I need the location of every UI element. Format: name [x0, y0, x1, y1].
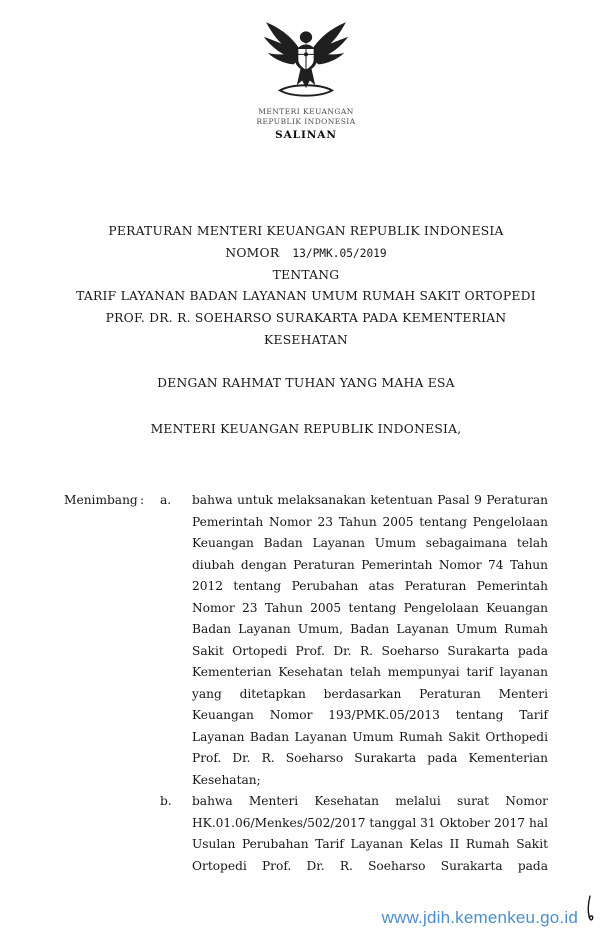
ministry-country: REPUBLIK INDONESIA	[256, 117, 356, 126]
invocation: DENGAN RAHMAT TUHAN YANG MAHA ESA	[157, 375, 455, 390]
menimbang-separator: :	[140, 493, 145, 508]
ministry-name: MENTERI KEUANGAN	[258, 107, 354, 116]
subject-line-1: TARIF LAYANAN BADAN LAYANAN UMUM RUMAH SAKIT ORTOPEDI	[76, 289, 536, 304]
letterhead	[0, 16, 612, 141]
issuing-authority: MENTERI KEUANGAN REPUBLIK INDONESIA,	[150, 421, 462, 436]
menimbang-label: Menimbang	[64, 493, 138, 508]
copy-label: SALINAN	[275, 129, 337, 141]
subject-line-2: PROF. DR. R. SOEHARSO SURAKARTA PADA KEMENTERIAN KESEHATAN	[105, 311, 507, 347]
nomor-value: 13/PMK.05/2019	[292, 246, 387, 260]
regulation-title: PERATURAN MENTERI KEUANGAN REPUBLIK INDONESIA	[108, 224, 504, 238]
item-a-text: bahwa untuk melaksanakan ketentuan Pasal 9 Peraturan Pemerintah Nomor 23 Tahun 2005 tentang Pengelolaan Keuangan Badan Layanan Umum sebagaimana telah diubah dengan Peraturan Pemerintah Nomor 74 Tahun 2012 tentang Perubahan atas Peraturan Pemerintah Nomor 23 Tahun 2005 tentang Pengelolaan Keuangan Badan Layanan Umum, Badan Layanan Umum Rumah Sakit Ortopedi Prof. Dr. R. Soeharso Surakarta pada Kementerian Kesehatan telah mempunyai tarif layanan yang ditetapkan berdasarkan Peraturan Menteri Keuangan Nomor 193/PMK.05/2013 tentang Tarif Layanan Badan Layanan Umum Rumah Sakit Orthopedi Prof. Dr. R. Soeharso Surakarta pada Kementerian Kesehatan;	[192, 493, 548, 787]
tentang-label: TENTANG	[272, 267, 340, 282]
pen-check-mark	[584, 894, 596, 924]
item-a-marker: a.	[160, 493, 172, 508]
item-b-text: bahwa Menteri Kesehatan melalui surat Nomor HK.01.06/Menkes/502/2017 tanggal 31 Oktober 2017 hal Usulan Perubahan Tarif Layanan Kelas II Rumah Sakit Ortopedi Prof. Dr. R. Soeharso Surakarta pada	[192, 794, 548, 873]
item-b-marker: b.	[160, 794, 172, 809]
garuda-pancasila-emblem-icon	[260, 16, 352, 102]
empty-cell	[64, 791, 140, 877]
nomor-label: NOMOR	[225, 245, 280, 260]
empty-cell	[140, 791, 160, 877]
document-body	[64, 221, 548, 877]
considerations-section	[64, 490, 548, 877]
jdih-watermark: www.jdih.kemenkeu.go.id	[381, 908, 578, 927]
regulation-number-line	[64, 243, 548, 265]
